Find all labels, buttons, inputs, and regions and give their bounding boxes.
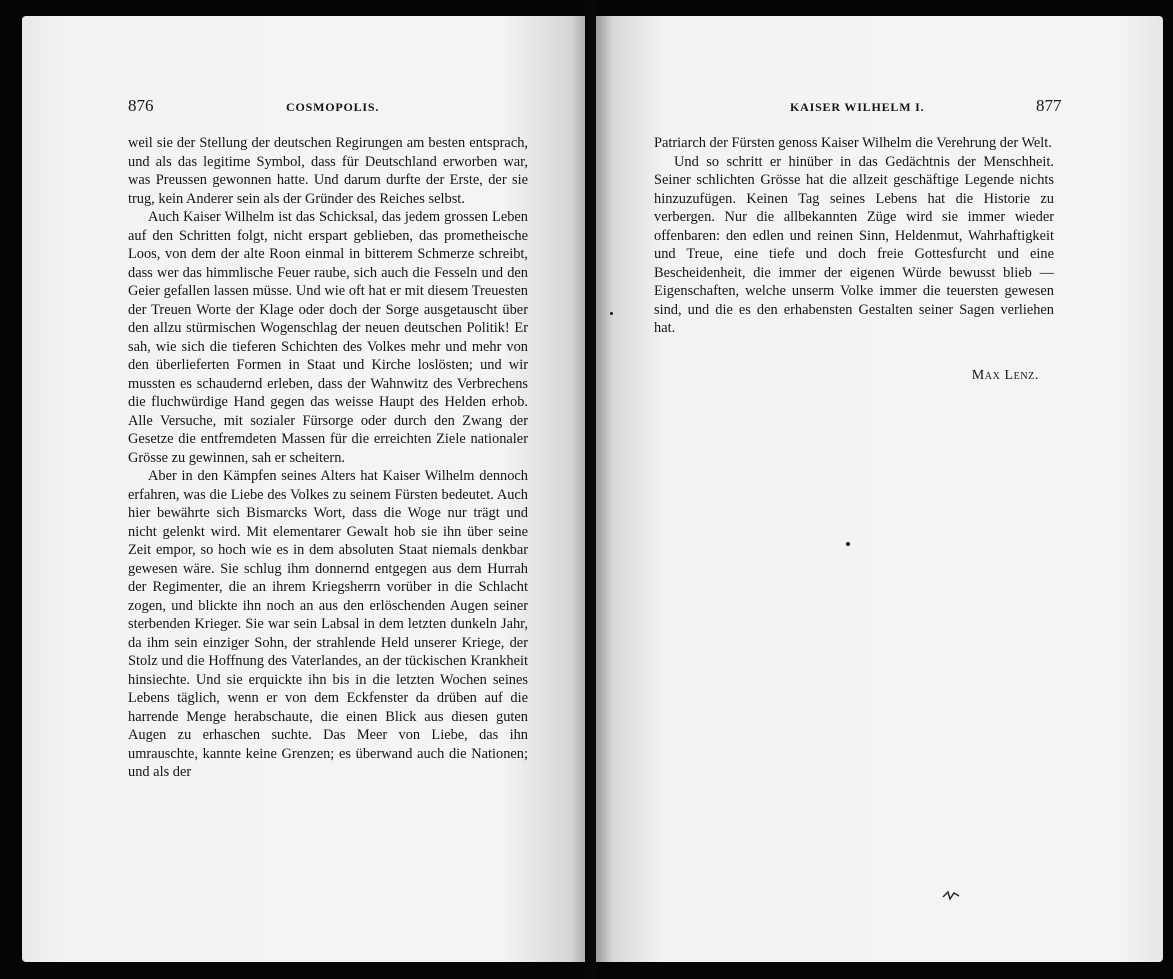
left-page-number: 876 <box>128 96 154 115</box>
right-page-header <box>596 96 1163 118</box>
right-page <box>596 16 1163 962</box>
pencil-mark-icon <box>942 888 960 902</box>
right-page-body <box>654 134 1054 338</box>
ink-speck <box>846 542 850 546</box>
right-paragraph-2: Und so schritt er hinüber in das Gedächtnis der Menschheit. Seiner schlichten Grösse hat die allzeit geschäftige Legende nichts hinzuzufügen. Keinen Tag seines Lebens hat die Historie zu verbergen. Nur die allbekannten Züge wird sie immer wieder offenbaren: den edlen und reinen Sinn, Heldenmut, Wahrhaftigkeit und Treue, eine tiefe und doch freie Gottesfurcht und eine Bescheidenheit, die immer der eigenen Würde bewusst blieb — Eigenschaften, welche unserm Volke immer die teuersten gewesen sind, und die es den erhabensten Gestalten seiner Sagen verliehen hat. <box>654 153 1054 336</box>
left-page-header <box>22 96 587 118</box>
left-paragraph-3: Aber in den Kämpfen seines Alters hat Kaiser Wilhelm dennoch erfahren, was die Liebe des Volkes zu seinem Fürsten bedeutet. Auch hier bewährte sich Bismarcks Wort, dass die Woge nur trägt und nicht gelenkt wird. Mit elementarer Gewalt hob sie ihn über seine Zeit empor, so hoch wie es in dem absoluten Staat niemals denkbar gewesen wäre. Sie schlug ihm donnernd entgegen aus dem Hurrah der Regimenter, die an ihrem Kriegsherrn vorüber in die Schlacht zogen, und blickte ihn noch an aus den erlöschenden Augen seiner sterbenden Krieger. Sie war sein Labsal in dem letzten dunkeln Jahr, da ihm sein einziger Sohn, der strahlende Held unserer Kriege, der Stolz und die Hoffnung des Vaterlandes, an der tückischen Krankheit hinsiechte. Und sie erquickte ihn bis in die letzten Wochen seines Lebens täglich, wenn er von dem Eckfenster da drüben auf die harrende Menge herabschaute, die einen Blick aus diesen guten Augen zu erhaschen suchte. Das Meer von Liebe, das ihn umrauschte, kannte keine Grenzen; es überwand auch die Nationen; und als der <box>128 468 528 780</box>
left-page-body <box>128 134 528 782</box>
right-paragraph-1: Patriarch der Fürsten genoss Kaiser Wilhelm die Verehrung der Welt. <box>654 135 1052 151</box>
right-page-number: 877 <box>1036 96 1062 115</box>
left-page <box>22 16 587 962</box>
left-paragraph-2: Auch Kaiser Wilhelm ist das Schicksal, das jedem grossen Leben auf den Schritten folgt, nicht erspart geblieben, das prometheische Loos, von dem der alte Roon einmal in bitterem Schmerze schreibt, dass wer das himmlische Feuer raube, sich auch die Fesseln und den Geier gefallen lassen müsse. Und wie oft hat er mit diesem Treuesten der Treuen Worte der Klage oder doch der Sorge ausgetauscht über den allzu stürmischen Wogenschlag der neuen deutschen Politik! Er sah, wie sich die tieferen Schichten des Volkes mehr und mehr von den überlieferten Formen in Staat und Kirche loslösten; und wir mussten es schaudernd erleben, dass der Wahnwitz des Verbrechens die fluchwürdige Hand gegen das weisse Haupt des Helden erhob. Alle Versuche, mit sozialer Fürsorge oder durch den Zwang der Gesetze die entfremdeten Massen für die erreichten Ziele nationaler Grösse zu gewinnen, sah er scheitern. <box>128 209 528 466</box>
right-running-title: KAISER WILHELM I. <box>790 100 925 114</box>
ink-speck <box>610 312 613 315</box>
author-signature: Max Lenz. <box>971 368 1039 383</box>
left-paragraph-1: weil sie der Stellung der deutschen Regirungen am besten entsprach, und als das legitime Symbol, dass für Deutschland erworben war, was Preussen gewonnen hatte. Und darum durfte der Erste, der sie trug, kein Anderer sein als der Gründer des Reiches selbst. <box>128 135 528 207</box>
left-running-title: COSMOPOLIS. <box>286 100 380 114</box>
